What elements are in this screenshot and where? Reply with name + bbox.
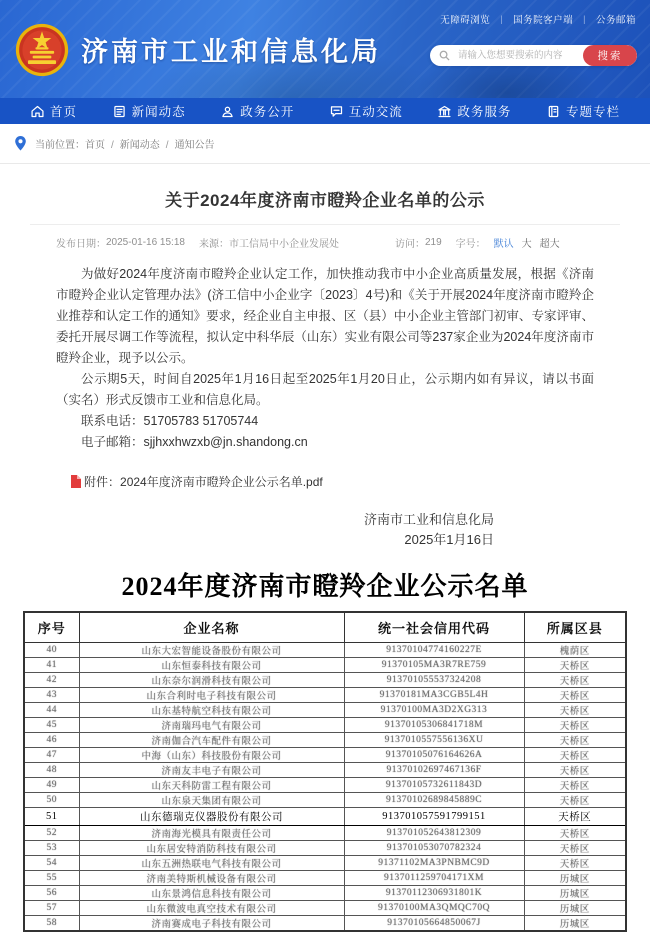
- credit-code-cell: 91370104774160227E: [344, 643, 524, 658]
- nav-item-label: 首页: [50, 105, 78, 119]
- top-link[interactable]: 无障碍浏览: [440, 15, 491, 26]
- seq-cell: 45: [24, 718, 79, 733]
- signature-block: [56, 510, 594, 550]
- credit-code-cell: 9137011259704171XM: [344, 871, 524, 886]
- top-link[interactable]: 国务院客户端: [513, 15, 574, 26]
- font-size-label: 字号：: [455, 239, 486, 250]
- seq-cell: 58: [24, 916, 79, 932]
- credit-code-cell: 91370112306931801K: [344, 886, 524, 901]
- disclosure-icon: [220, 104, 235, 119]
- breadcrumb-item[interactable]: 首页: [85, 140, 105, 151]
- home-icon: [30, 104, 45, 119]
- search-button[interactable]: 搜索: [583, 45, 637, 66]
- national-emblem-icon: [14, 22, 70, 78]
- seq-cell: 48: [24, 763, 79, 778]
- district-cell: 天桥区: [524, 733, 626, 748]
- credit-code-cell: 91370105732611843D: [344, 778, 524, 793]
- nav-item-新闻动态[interactable]: [112, 102, 186, 120]
- district-cell: 槐荫区: [524, 643, 626, 658]
- signature-date: 2025年1月16日: [404, 532, 494, 547]
- company-name-cell: 山东泉天集团有限公司: [79, 793, 344, 808]
- table-row: [24, 871, 626, 886]
- table-row: [24, 703, 626, 718]
- company-name-cell: 山东基特航空科技有限公司: [79, 703, 344, 718]
- district-cell: 天桥区: [524, 793, 626, 808]
- credit-code-cell: 91370105306841718M: [344, 718, 524, 733]
- seq-cell: 47: [24, 748, 79, 763]
- enterprise-table: [23, 611, 627, 932]
- company-name-cell: 山东五洲热联电气科技有限公司: [79, 856, 344, 871]
- district-cell: 天桥区: [524, 688, 626, 703]
- nav-item-label: 政务服务: [457, 105, 512, 119]
- crumb-separator: /: [111, 140, 114, 151]
- table-row: [24, 778, 626, 793]
- breadcrumb-label: 当前位置：: [35, 140, 85, 151]
- source: 市工信局中小企业发展处: [228, 239, 339, 250]
- nav-item-政务公开[interactable]: [220, 102, 294, 120]
- company-name-cell: 山东微波电真空技术有限公司: [79, 901, 344, 916]
- breadcrumb-item[interactable]: 通知公告: [174, 140, 215, 151]
- district-cell: 历城区: [524, 886, 626, 901]
- credit-code-cell: 91370102689845889C: [344, 793, 524, 808]
- seq-cell: 43: [24, 688, 79, 703]
- district-cell: 天桥区: [524, 748, 626, 763]
- seq-cell: 41: [24, 658, 79, 673]
- paragraph: 为做好2024年度济南市瞪羚企业认定工作，加快推动我市中小企业高质量发展，根据《济南市瞪羚企业认定管理办法》(济工信中小企业字〔2023〕4号)和《关于开展2024年度济南市瞪羚企业推荐和认定工作的通知》要求，经企业自主申报、区（县）中小企业主管部门初审、专家评审、委托开展尽调工作等流程，拟认定中科华辰（山东）实业有限公司等237家企业为2024年度济南市瞪羚企业，现予以公示。: [56, 267, 594, 365]
- font-size-option[interactable]: 默认: [493, 239, 514, 250]
- pdf-icon: [70, 475, 81, 488]
- nav-item-首页[interactable]: [30, 102, 77, 120]
- seq-cell: 57: [24, 901, 79, 916]
- district-cell: 天桥区: [524, 658, 626, 673]
- font-size-options: [486, 235, 560, 250]
- table-header-row: [24, 612, 626, 643]
- district-cell: 历城区: [524, 901, 626, 916]
- article-title: 关于2024年度济南市瞪羚企业名单的公示: [165, 191, 485, 210]
- credit-code-cell: 913701053070782324: [344, 841, 524, 856]
- article-body: [56, 264, 594, 453]
- seq-cell: 54: [24, 856, 79, 871]
- enterprise-table-body: [24, 643, 626, 932]
- company-name-cell: 济南赛成电子科技有限公司: [79, 916, 344, 932]
- company-name-cell: 山东大宏智能设备股份有限公司: [79, 643, 344, 658]
- column-header: 统一社会信用代码: [344, 612, 524, 643]
- breadcrumb-item[interactable]: 新闻动态: [119, 140, 160, 151]
- company-name-cell: 济南美特斯机械设备有限公司: [79, 871, 344, 886]
- table-row: [24, 688, 626, 703]
- company-name-cell: 济南瑞玛电气有限公司: [79, 718, 344, 733]
- breadcrumb: [0, 124, 650, 164]
- credit-code-cell: 91370102697467136F: [344, 763, 524, 778]
- table-row: [24, 856, 626, 871]
- district-cell: 天桥区: [524, 718, 626, 733]
- location-pin-icon: [14, 136, 27, 151]
- font-size-option[interactable]: 大: [521, 239, 532, 250]
- article: [0, 164, 650, 550]
- district-cell: 天桥区: [524, 826, 626, 841]
- company-name-cell: 山东奈尔润滑科技有限公司: [79, 673, 344, 688]
- attachment-link[interactable]: 2024年度济南市瞪羚企业公示名单.pdf: [120, 475, 323, 489]
- table-row: [24, 763, 626, 778]
- visits-label: 访问：: [394, 239, 425, 250]
- company-name-cell: 济南海光模具有限责任公司: [79, 826, 344, 841]
- company-name-cell: 山东居安特消防科技有限公司: [79, 841, 344, 856]
- signature-org: 济南市工业和信息化局: [363, 512, 494, 527]
- service-icon: [437, 104, 452, 119]
- article-meta: [56, 235, 594, 250]
- table-row: [24, 841, 626, 856]
- table-row: [24, 886, 626, 901]
- nav-item-label: 专题专栏: [565, 105, 620, 119]
- crumb-separator: /: [165, 140, 169, 151]
- district-cell: 天桥区: [524, 703, 626, 718]
- publish-date: 2025-01-16 15:18: [106, 237, 185, 248]
- column-header: 序号: [24, 612, 79, 643]
- table-row: [24, 673, 626, 688]
- visits-count: 219: [424, 237, 442, 248]
- table-row: [24, 901, 626, 916]
- nav-item-label: 政务公开: [240, 105, 295, 119]
- table-row: [24, 718, 626, 733]
- seq-cell: 40: [24, 643, 79, 658]
- table-row: [24, 733, 626, 748]
- enterprise-list-section: [0, 550, 650, 932]
- district-cell: 天桥区: [524, 808, 626, 826]
- table-row: [24, 826, 626, 841]
- seq-cell: 55: [24, 871, 79, 886]
- column-header: 企业名称: [79, 612, 344, 643]
- nav-item-专题专栏[interactable]: [546, 102, 620, 120]
- district-cell: 天桥区: [524, 763, 626, 778]
- seq-cell: 51: [24, 808, 79, 826]
- credit-code-cell: 91370181MA3CGB5L4H: [344, 688, 524, 703]
- credit-code-cell: 91370105664850067J: [344, 916, 524, 932]
- credit-code-cell: 91370100MA3D2XG313: [344, 703, 524, 718]
- company-name-cell: 济南伽合汽车配件有限公司: [79, 733, 344, 748]
- company-name-cell: 山东德瑞克仪器股份有限公司: [79, 808, 344, 826]
- seq-cell: 44: [24, 703, 79, 718]
- table-row: [24, 658, 626, 673]
- credit-code-cell: 9137010557556136XU: [344, 733, 524, 748]
- district-cell: 天桥区: [524, 841, 626, 856]
- seq-cell: 52: [24, 826, 79, 841]
- font-size-option[interactable]: 超大: [539, 239, 560, 250]
- nav-item-label: 新闻动态: [131, 105, 186, 119]
- credit-code-cell: 91370105076164626A: [344, 748, 524, 763]
- company-name-cell: 山东天科防雷工程有限公司: [79, 778, 344, 793]
- top-link-separator: |: [500, 14, 504, 24]
- site-title: 济南市工业和信息化局: [81, 37, 381, 68]
- main-nav: [0, 98, 650, 124]
- column-header: 所属区县: [524, 612, 626, 643]
- district-cell: 历城区: [524, 871, 626, 886]
- credit-code-cell: 913701057591799151: [344, 808, 524, 826]
- chat-icon: [329, 104, 344, 119]
- seq-cell: 50: [24, 793, 79, 808]
- contact-phone: 联系电话：51705783 51705744: [81, 414, 259, 428]
- search-input[interactable]: [456, 49, 583, 62]
- company-name-cell: 山东景鸿信息科技有限公司: [79, 886, 344, 901]
- credit-code-cell: 91370100MA3QMQC70Q: [344, 901, 524, 916]
- enterprise-table-title: 2024年度济南市瞪羚企业公示名单: [121, 572, 529, 601]
- contact-email: 电子邮箱：sjjhxxhwzxb@jn.shandong.cn: [81, 435, 308, 449]
- table-row: [24, 748, 626, 763]
- company-name-cell: 山东合利时电子科技有限公司: [79, 688, 344, 703]
- credit-code-cell: 913701052643812309: [344, 826, 524, 841]
- company-name-cell: 济南友丰电子有限公司: [79, 763, 344, 778]
- seq-cell: 53: [24, 841, 79, 856]
- credit-code-cell: 91370105MA3R7RE759: [344, 658, 524, 673]
- company-name-cell: 山东恒泰科技有限公司: [79, 658, 344, 673]
- table-row: [24, 643, 626, 658]
- news-icon: [112, 104, 127, 119]
- top-link[interactable]: 公务邮箱: [595, 15, 636, 26]
- nav-item-互动交流[interactable]: [329, 102, 403, 120]
- district-cell: 天桥区: [524, 673, 626, 688]
- credit-code-cell: 91371102MA3PNBMC9D: [344, 856, 524, 871]
- table-row: [24, 793, 626, 808]
- nav-item-label: 互动交流: [348, 105, 403, 119]
- title-divider: [30, 224, 620, 225]
- breadcrumb-items: [85, 136, 215, 151]
- publish-date-label: 发布日期：: [56, 239, 106, 250]
- seq-cell: 56: [24, 886, 79, 901]
- top-link-separator: |: [583, 14, 586, 24]
- seq-cell: 46: [24, 733, 79, 748]
- search-bar: [430, 45, 637, 66]
- seq-cell: 42: [24, 673, 79, 688]
- paragraph: 公示期5天，时间自2025年1月16日起至2025年1月20日止，公示期内如有异议，请以书面（实名）形式反馈市工业和信息化局。: [56, 372, 594, 407]
- brand: [14, 12, 381, 87]
- attachment-label: 附件：: [84, 475, 121, 489]
- credit-code-cell: 913701055537324208: [344, 673, 524, 688]
- source-label: 来源：: [198, 239, 229, 250]
- seq-cell: 49: [24, 778, 79, 793]
- district-cell: 天桥区: [524, 778, 626, 793]
- district-cell: 历城区: [524, 916, 626, 932]
- site-banner: [0, 0, 650, 98]
- nav-item-政务服务[interactable]: [437, 102, 511, 120]
- search-icon: [439, 50, 450, 61]
- attachment-row: [56, 473, 594, 490]
- company-name-cell: 中海（山东）科技股份有限公司: [79, 748, 344, 763]
- table-row: [24, 916, 626, 932]
- table-row: [24, 808, 626, 826]
- topics-icon: [546, 104, 561, 119]
- district-cell: 天桥区: [524, 856, 626, 871]
- top-links: [440, 12, 636, 26]
